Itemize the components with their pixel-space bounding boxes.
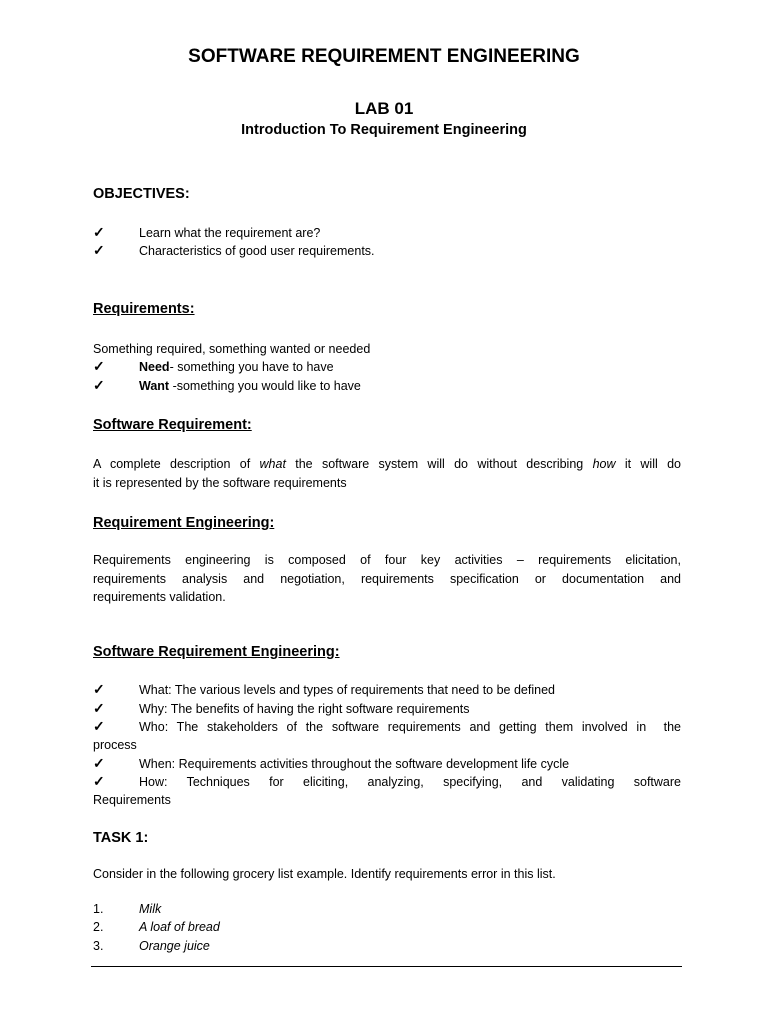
emphasis-what: what: [259, 457, 286, 471]
grocery-item: Milk: [139, 902, 162, 916]
checkmark-icon: ✓: [93, 700, 105, 716]
checkmark-icon: ✓: [93, 718, 105, 734]
grocery-item-number: 2.: [93, 920, 104, 934]
need-definition: - something you have to have: [169, 360, 334, 374]
document-title: SOFTWARE REQUIREMENT ENGINEERING: [188, 46, 580, 67]
emphasis-how: how: [592, 457, 616, 471]
want-term: Want: [139, 379, 170, 393]
checkmark-icon: ✓: [93, 681, 105, 697]
checkmark-icon: ✓: [93, 377, 105, 393]
paragraph-line: requirements analysis and negotiation, requirements specification or documentation and: [93, 571, 681, 586]
horizontal-divider: [91, 966, 682, 967]
grocery-item-number: 1.: [93, 902, 104, 916]
sre-how-continuation: Requirements: [93, 793, 171, 807]
checkmark-icon: ✓: [93, 224, 105, 240]
sre-item-who: [139, 720, 681, 734]
text-run: it will do: [615, 457, 681, 471]
checkmark-icon: ✓: [93, 773, 105, 789]
software-requirement-heading: Software Requirement:: [93, 417, 252, 433]
task1-heading: TASK 1:: [93, 830, 149, 846]
paragraph-line: Requirements engineering is composed of four key activities – requirements elicitation,: [93, 553, 681, 567]
sre-who-continuation: process: [93, 738, 137, 752]
paragraph-line: requirements validation.: [93, 590, 226, 604]
requirement-want-item: [139, 379, 361, 393]
software-requirement-paragraph: [93, 455, 681, 492]
text-run: the software system will do without describing: [285, 457, 593, 471]
sre-item-why: Why: The benefits of having the right software requirements: [139, 702, 470, 716]
requirements-heading: Requirements:: [93, 301, 195, 317]
who-line: Who: The stakeholders of the software requirements and getting them involved in the: [139, 720, 681, 734]
requirement-need-item: [139, 360, 334, 374]
checkmark-icon: ✓: [93, 358, 105, 374]
how-line: How: Techniques for eliciting, analyzing, specifying, and validating software: [139, 775, 681, 789]
objectives-heading: OBJECTIVES:: [93, 186, 190, 202]
paragraph-line: [93, 455, 681, 474]
task1-intro: Consider in the following grocery list example. Identify requirements error in this list.: [93, 867, 556, 881]
checkmark-icon: ✓: [93, 755, 105, 771]
requirement-engineering-heading: Requirement Engineering:: [93, 515, 275, 531]
sre-item-when: When: Requirements activities throughout the software development life cycle: [139, 757, 570, 771]
want-definition: -something you would like to have: [169, 379, 361, 393]
grocery-item: A loaf of bread: [139, 920, 220, 934]
paragraph-line: it is represented by the software requirements: [93, 475, 347, 490]
sre-item-how: [139, 775, 681, 789]
text-run: A complete description of: [93, 457, 260, 471]
objective-item: Characteristics of good user requirements.: [139, 244, 375, 258]
requirement-engineering-paragraph: [93, 551, 681, 607]
sre-item-what: What: The various levels and types of requirements that need to be defined: [139, 683, 555, 697]
requirements-intro: Something required, something wanted or needed: [93, 342, 371, 356]
lab-subtitle: Introduction To Requirement Engineering: [241, 122, 527, 138]
lab-number: LAB 01: [354, 99, 414, 118]
checkmark-icon: ✓: [93, 242, 105, 258]
grocery-item: Orange juice: [139, 939, 210, 953]
software-requirement-engineering-heading: Software Requirement Engineering:: [93, 644, 340, 660]
objective-item: Learn what the requirement are?: [139, 226, 321, 240]
grocery-item-number: 3.: [93, 939, 104, 953]
need-term: Need: [139, 360, 170, 374]
